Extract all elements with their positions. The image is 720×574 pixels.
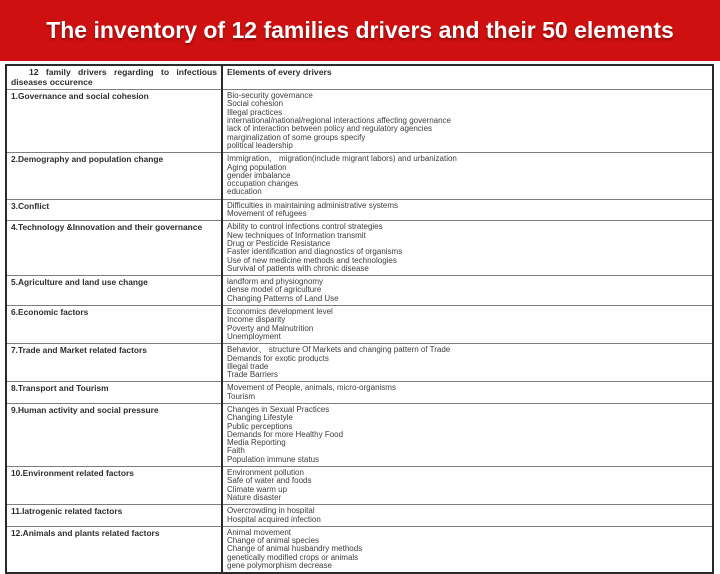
element-line: Behavior、 structure Of Markets and changing pattern of Trade <box>227 345 451 355</box>
elements-cell <box>222 344 713 382</box>
driver-cell: 4.Technology &Innovation and their governance <box>6 221 222 276</box>
driver-cell: 8.Transport and Tourism <box>6 382 222 404</box>
element-line: Media Reporting <box>227 438 286 448</box>
element-line: Difficulties in maintaining administrative systems <box>227 200 399 210</box>
element-line: Demands for exotic products <box>227 353 329 363</box>
element-line: Change of animal species <box>227 536 320 546</box>
elements-cell <box>222 306 713 344</box>
element-line: Movement of People, animals, micro-organisms <box>227 383 396 393</box>
table-row <box>6 505 713 527</box>
table-row <box>6 153 713 199</box>
driver-cell: 5.Agriculture and land use change <box>6 276 222 306</box>
driver-cell: 2.Demography and population change <box>6 153 222 199</box>
driver-cell: 6.Economic factors <box>6 306 222 344</box>
element-line: Tourism <box>227 391 256 401</box>
element-line: Economics development level <box>227 307 333 317</box>
table-row <box>6 276 713 306</box>
elements-cell <box>222 153 713 199</box>
element-line: Demands for more Healthy Food <box>227 429 344 439</box>
elements-cell <box>222 403 713 466</box>
element-line: marginalization of some groups specify <box>227 132 366 142</box>
element-line: occupation changes <box>227 179 299 189</box>
table-row <box>6 403 713 466</box>
element-line: Nature disaster <box>227 492 282 502</box>
element-line: Climate warm up <box>227 484 288 494</box>
table-row <box>6 467 713 505</box>
table-body <box>6 90 713 574</box>
element-line: Ability to control infections control strategies <box>227 222 383 232</box>
element-line: Safe of water and foods <box>227 476 312 486</box>
element-line: international/national/regional interactions affecting governance <box>227 116 452 126</box>
element-line: Bio-security governance <box>227 91 313 101</box>
element-line: Public perceptions <box>227 421 293 431</box>
element-line: Illegal trade <box>227 361 269 371</box>
elements-cell <box>222 526 713 573</box>
header-row <box>6 65 713 90</box>
elements-cell <box>222 221 713 276</box>
driver-cell: 11.Iatrogenic related factors <box>6 505 222 527</box>
element-line: Changes in Sexual Practices <box>227 404 330 414</box>
elements-cell <box>222 90 713 153</box>
element-line: Income disparity <box>227 315 286 325</box>
element-line: Hospital acquired infection <box>227 514 321 524</box>
driver-cell: 10.Environment related factors <box>6 467 222 505</box>
element-line: Social cohesion <box>227 99 284 109</box>
element-line: Illegal practices <box>227 107 283 117</box>
table-row <box>6 90 713 153</box>
driver-cell: 7.Trade and Market related factors <box>6 344 222 382</box>
element-line: Poverty and Malnutrition <box>227 323 314 333</box>
elements-cell <box>222 276 713 306</box>
element-line: Faster identification and diagnostics of organisms <box>227 247 403 257</box>
element-line: Survival of patients with chronic disease <box>227 263 369 273</box>
elements-cell <box>222 505 713 527</box>
element-line: lack of interaction between policy and regulatory agencies <box>227 124 433 134</box>
element-line: Movement of refugees <box>227 209 307 219</box>
drivers-table <box>5 64 714 574</box>
drivers-table-wrap <box>5 64 714 574</box>
element-line: Aging population <box>227 162 287 172</box>
elements-cell <box>222 382 713 404</box>
table-row <box>6 344 713 382</box>
table-row <box>6 526 713 573</box>
table-head <box>6 65 713 90</box>
slide-title: The inventory of 12 families drivers and their 50 elements <box>46 17 674 43</box>
element-line: political leadership <box>227 140 293 150</box>
element-line: New techniques of Information transmit <box>227 230 366 240</box>
element-line: education <box>227 187 262 197</box>
element-line: Population immune status <box>227 454 320 464</box>
element-line: Unemployment <box>227 331 281 341</box>
element-line: Immigration、 migration(include migrant labors) and urbanization <box>227 154 457 164</box>
element-line: Environment pollution <box>227 468 304 478</box>
elements-cell <box>222 199 713 221</box>
table-row <box>6 199 713 221</box>
element-line: dense model of agriculture <box>227 285 322 295</box>
driver-cell: 9.Human activity and social pressure <box>6 403 222 466</box>
element-line: Use of new medicine methods and technologies <box>227 255 397 265</box>
element-line: Drug or Pesticide Resistance <box>227 238 331 248</box>
element-line: Trade Barriers <box>227 370 278 380</box>
element-line: Changing Lifestyle <box>227 413 293 423</box>
element-line: landform and physiognomy <box>227 277 324 287</box>
element-line: gender imbalance <box>227 170 291 180</box>
element-line: Overcrowding in hospital <box>227 506 315 516</box>
table-row <box>6 382 713 404</box>
driver-cell: 12.Animals and plants related factors <box>6 526 222 573</box>
element-line: Faith <box>227 446 245 456</box>
table-row <box>6 306 713 344</box>
element-line: genetically modified crops or animals <box>227 552 359 562</box>
table-row <box>6 221 713 276</box>
title-banner <box>0 0 720 61</box>
column-header-elements: Elements of every drivers <box>222 65 713 90</box>
elements-cell <box>222 467 713 505</box>
element-line: Changing Patterns of Land Use <box>227 293 339 303</box>
driver-cell: 3.Conflict <box>6 199 222 221</box>
driver-cell: 1.Governance and social cohesion <box>6 90 222 153</box>
element-line: Change of animal husbandry methods <box>227 544 363 554</box>
element-line: Animal movement <box>227 527 292 537</box>
element-line: gene polymorphism decrease <box>227 561 332 571</box>
column-header-family-drivers: 12 family drivers regarding to infectious diseases occurence <box>6 65 222 90</box>
